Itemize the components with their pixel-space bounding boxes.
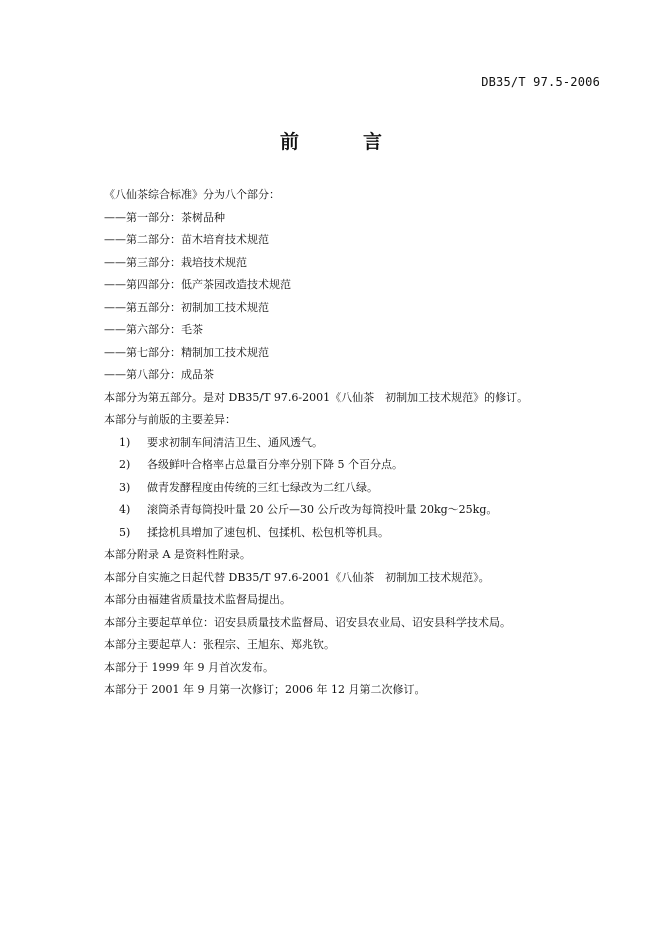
diff-intro: 本部分与前版的主要差异： bbox=[104, 413, 236, 426]
part-line: ——第八部分：成品茶 bbox=[104, 368, 214, 381]
diff-text: 各级鲜叶合格率占总量百分率分别下降 5 个百分点。 bbox=[147, 458, 403, 471]
appendix-note: 本部分附录 A 是资料性附录。 bbox=[104, 548, 251, 561]
diff-number: 1) bbox=[119, 435, 131, 449]
diff-number: 2) bbox=[119, 458, 131, 471]
part-line: ——第一部分：茶树品种 bbox=[104, 210, 225, 224]
proposed-by-note: 本部分由福建省质量技术监督局提出。 bbox=[104, 593, 291, 606]
replaces-note: 本部分自实施之日起代替 DB35/T 97.6-2001《八仙茶 初制加工技术规范》。 bbox=[104, 570, 490, 584]
diff-number: 3) bbox=[119, 480, 131, 494]
part-line: ——第五部分：初制加工技术规范 bbox=[104, 300, 269, 314]
title-char-1: 前 bbox=[279, 131, 299, 153]
part-line: ——第四部分：低产茶园改造技术规范 bbox=[104, 278, 291, 291]
part-line: ——第三部分：栽培技术规范 bbox=[104, 255, 247, 269]
part-line: ——第六部分：毛茶 bbox=[104, 323, 203, 336]
intro-line: 《八仙茶综合标准》分为八个部分： bbox=[104, 188, 280, 201]
first-issue-note: 本部分于 1999 年 9 月首次发布。 bbox=[104, 660, 274, 674]
drafters-note: 本部分主要起草人：张程宗、王旭东、郑兆钦。 bbox=[104, 638, 335, 651]
drafting-units-note: 本部分主要起草单位：诏安县质量技术监督局、诏安县农业局、诏安县科学技术局。 bbox=[104, 615, 511, 629]
document-code: DB35/T 97.5-2006 bbox=[481, 75, 600, 89]
page-title bbox=[0, 127, 662, 154]
diff-item bbox=[104, 522, 604, 545]
diff-number: 5) bbox=[119, 525, 131, 539]
diff-item bbox=[104, 477, 604, 500]
diff-item bbox=[104, 432, 604, 455]
diff-number: 4) bbox=[119, 503, 131, 516]
part-line: ——第七部分：精制加工技术规范 bbox=[104, 345, 269, 359]
diff-item bbox=[104, 454, 604, 477]
diff-text: 滚筒杀青每筒投叶量 20 公斤—30 公斤改为每筒投叶量 20kg～25kg。 bbox=[147, 503, 498, 516]
diff-text: 揉捻机具增加了速包机、包揉机、松包机等机具。 bbox=[147, 525, 389, 539]
foreword-body bbox=[104, 184, 604, 702]
diff-text: 做青发酵程度由传统的三红七绿改为二红八绿。 bbox=[147, 480, 378, 494]
diff-text: 要求初制车间清洁卫生、通风透气。 bbox=[147, 435, 323, 449]
revision-note: 本部分为第五部分。是对 DB35/T 97.6-2001《八仙茶 初制加工技术规范》的修订。 bbox=[104, 390, 529, 404]
revisions-note: 本部分于 2001 年 9 月第一次修订；2006 年 12 月第二次修订。 bbox=[104, 683, 426, 696]
part-line: ——第二部分：苗木培育技术规范 bbox=[104, 233, 269, 246]
title-char-2: 言 bbox=[363, 131, 383, 153]
diff-item bbox=[104, 499, 604, 522]
